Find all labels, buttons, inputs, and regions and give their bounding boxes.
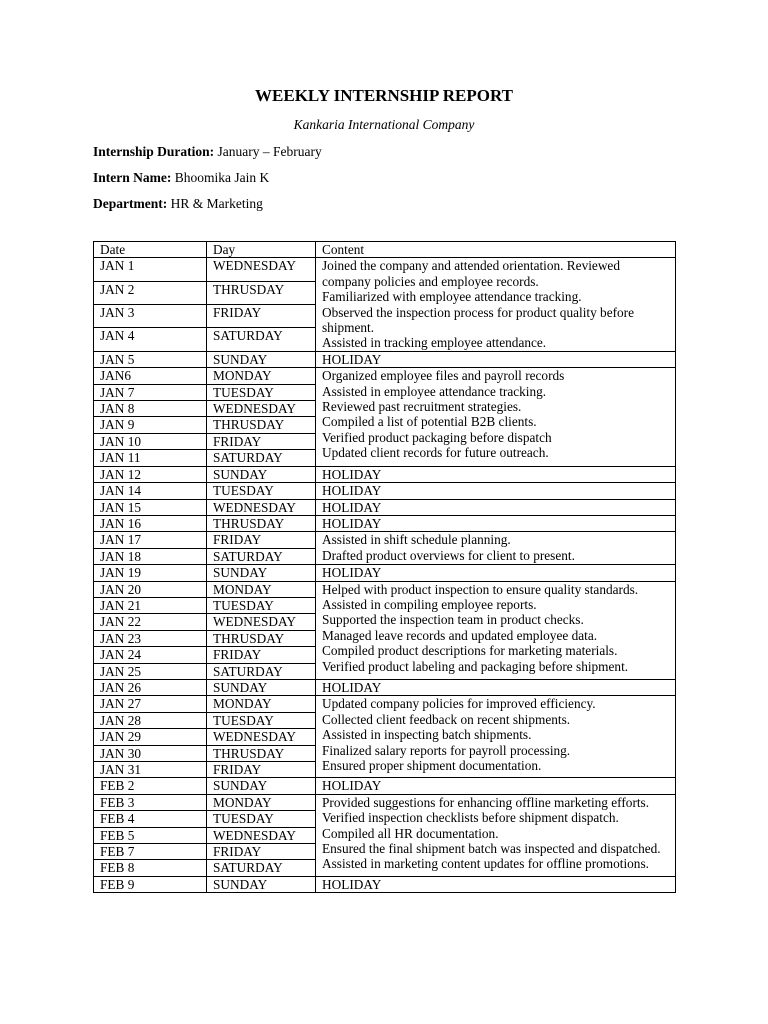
content-line: Compiled product descriptions for marketing materials. [322,643,618,659]
date-cell: JAN 15 [94,499,207,515]
day-cell: TUESDAY [207,712,316,728]
date-cell: JAN6 [94,368,207,384]
date-cell: JAN 20 [94,581,207,597]
day-cell: TUESDAY [207,811,316,827]
table-row [94,466,676,482]
table-row [94,499,676,515]
intern-label: Intern Name: [93,170,172,185]
date-cell: JAN 2 [94,281,207,304]
content-line: HOLIDAY [322,679,382,695]
table-row [94,483,676,499]
internship-duration [93,144,322,160]
day-cell: SUNDAY [207,466,316,482]
day-cell: TUESDAY [207,597,316,613]
content-line: Familiarized with employee attendance tracking. [322,289,582,305]
content-line: Assisted in inspecting batch shipments. [322,727,532,743]
content-cell [316,532,676,565]
content-line: Observed the inspection process for product quality before shipment. [322,304,635,336]
date-cell: FEB 4 [94,811,207,827]
date-cell: FEB 9 [94,876,207,892]
department-value: HR & Marketing [170,196,263,211]
table-row [94,581,676,597]
column-header-date: Date [94,242,207,258]
day-cell: FRIDAY [207,433,316,449]
content-cell [316,515,676,531]
content-cell [316,499,676,515]
day-cell: WEDNESDAY [207,258,316,281]
column-header-content: Content [316,242,676,258]
day-cell: WEDNESDAY [207,499,316,515]
day-cell: SATURDAY [207,328,316,351]
content-line: Updated company policies for improved efficiency. [322,696,596,712]
date-cell: JAN 31 [94,762,207,778]
day-cell: FRIDAY [207,305,316,328]
content-cell [316,368,676,466]
content-line: Assisted in shift schedule planning. [322,532,511,548]
content-line: Collected client feedback on recent shipments. [322,711,571,727]
table-row [94,258,676,281]
content-line: Verified product packaging before dispatch [322,429,552,445]
department [93,196,263,212]
content-cell [316,351,676,367]
content-line: Managed leave records and updated employee data. [322,627,598,643]
day-cell: THRUSDAY [207,630,316,646]
day-cell: MONDAY [207,581,316,597]
date-cell: FEB 2 [94,778,207,794]
day-cell: THRUSDAY [207,281,316,304]
content-line: Verified inspection checklists before shipment dispatch. [322,810,619,826]
date-cell: JAN 29 [94,729,207,745]
date-cell: JAN 24 [94,647,207,663]
table-row [94,532,676,548]
date-cell: FEB 5 [94,827,207,843]
date-cell: JAN 10 [94,433,207,449]
day-cell: FRIDAY [207,844,316,860]
content-line: HOLIDAY [322,778,382,794]
date-cell: JAN 23 [94,630,207,646]
date-cell: JAN 19 [94,565,207,581]
content-line: Supported the inspection team in product checks. [322,612,584,628]
day-cell: FRIDAY [207,532,316,548]
content-line: Compiled a list of potential B2B clients. [322,414,537,430]
duration-value: January – February [217,144,322,159]
date-cell: JAN 9 [94,417,207,433]
day-cell: MONDAY [207,368,316,384]
day-cell: SUNDAY [207,679,316,695]
content-cell [316,565,676,581]
day-cell: WEDNESDAY [207,614,316,630]
content-line: HOLIDAY [322,499,382,515]
day-cell: TUESDAY [207,384,316,400]
date-cell: JAN 8 [94,401,207,417]
day-cell: MONDAY [207,794,316,810]
content-line: Assisted in marketing content updates for offline promotions. [322,856,649,872]
content-line: Updated client records for future outreach. [322,445,549,461]
content-cell [316,794,676,876]
content-cell [316,483,676,499]
date-cell: JAN 28 [94,712,207,728]
day-cell: FRIDAY [207,647,316,663]
date-cell: JAN 16 [94,515,207,531]
day-cell: FRIDAY [207,762,316,778]
day-cell: SUNDAY [207,565,316,581]
report-table [93,241,676,893]
content-cell [316,258,676,351]
report-title: WEEKLY INTERNSHIP REPORT [255,86,513,105]
date-cell: JAN 30 [94,745,207,761]
content-line: HOLIDAY [322,876,382,892]
date-cell: FEB 8 [94,860,207,876]
day-cell: THRUSDAY [207,417,316,433]
date-cell: JAN 14 [94,483,207,499]
table-row [94,351,676,367]
content-line: Assisted in employee attendance tracking. [322,383,547,399]
date-cell: JAN 1 [94,258,207,281]
date-cell: JAN 5 [94,351,207,367]
content-cell [316,696,676,778]
date-cell: JAN 27 [94,696,207,712]
date-cell: JAN 18 [94,548,207,564]
table-header-row [94,242,676,258]
day-cell: SATURDAY [207,548,316,564]
company-name: Kankaria International Company [293,117,475,132]
date-cell: FEB 3 [94,794,207,810]
date-cell: JAN 26 [94,679,207,695]
content-cell [316,466,676,482]
content-cell [316,778,676,794]
date-cell: JAN 21 [94,597,207,613]
date-cell: JAN 25 [94,663,207,679]
duration-label: Internship Duration: [93,144,215,159]
content-cell [316,876,676,892]
table-row [94,368,676,384]
table-row [94,696,676,712]
content-line: HOLIDAY [322,351,382,367]
date-cell: JAN 11 [94,450,207,466]
date-cell: JAN 7 [94,384,207,400]
day-cell: MONDAY [207,696,316,712]
report-table-body [94,242,676,893]
content-line: HOLIDAY [322,515,382,531]
day-cell: WEDNESDAY [207,401,316,417]
table-row [94,778,676,794]
content-line: Compiled all HR documentation. [322,825,499,841]
content-cell [316,581,676,679]
content-line: HOLIDAY [322,466,382,482]
content-line: Assisted in compiling employee reports. [322,596,537,612]
date-cell: JAN 22 [94,614,207,630]
day-cell: SATURDAY [207,663,316,679]
day-cell: SUNDAY [207,876,316,892]
date-cell: JAN 17 [94,532,207,548]
table-row [94,876,676,892]
content-line: Ensured proper shipment documentation. [322,758,542,773]
day-cell: WEDNESDAY [207,729,316,745]
content-line: HOLIDAY [322,483,382,499]
content-line: Reviewed past recruitment strategies. [322,399,522,415]
department-label: Department: [93,196,168,211]
content-line: Assisted in tracking employee attendance. [322,335,547,351]
table-row [94,679,676,695]
content-line: Organized employee files and payroll records [322,368,565,384]
date-cell: JAN 12 [94,466,207,482]
table-row [94,515,676,531]
day-cell: TUESDAY [207,483,316,499]
content-line: Verified product labeling and packaging before shipment. [322,658,629,674]
day-cell: THRUSDAY [207,745,316,761]
content-line: Helped with product inspection to ensure quality standards. [322,581,639,597]
content-line: Joined the company and attended orientation. Reviewed company policies and employee records. [322,258,620,289]
content-line: Finalized salary reports for payroll processing. [322,742,571,758]
intern-name [93,170,269,186]
content-cell [316,679,676,695]
day-cell: SUNDAY [207,778,316,794]
table-row [94,794,676,810]
date-cell: JAN 3 [94,305,207,328]
day-cell: SATURDAY [207,450,316,466]
content-line: HOLIDAY [322,565,382,581]
day-cell: WEDNESDAY [207,827,316,843]
content-line: Ensured the final shipment batch was inspected and dispatched. [322,841,661,857]
intern-value: Bhoomika Jain K [174,170,270,185]
content-line: Provided suggestions for enhancing offline marketing efforts. [322,794,650,810]
content-line: Drafted product overviews for client to present. [322,547,575,563]
day-cell: THRUSDAY [207,515,316,531]
table-row [94,565,676,581]
day-cell: SUNDAY [207,351,316,367]
date-cell: FEB 7 [94,844,207,860]
day-cell: SATURDAY [207,860,316,876]
date-cell: JAN 4 [94,328,207,351]
column-header-day: Day [207,242,316,258]
